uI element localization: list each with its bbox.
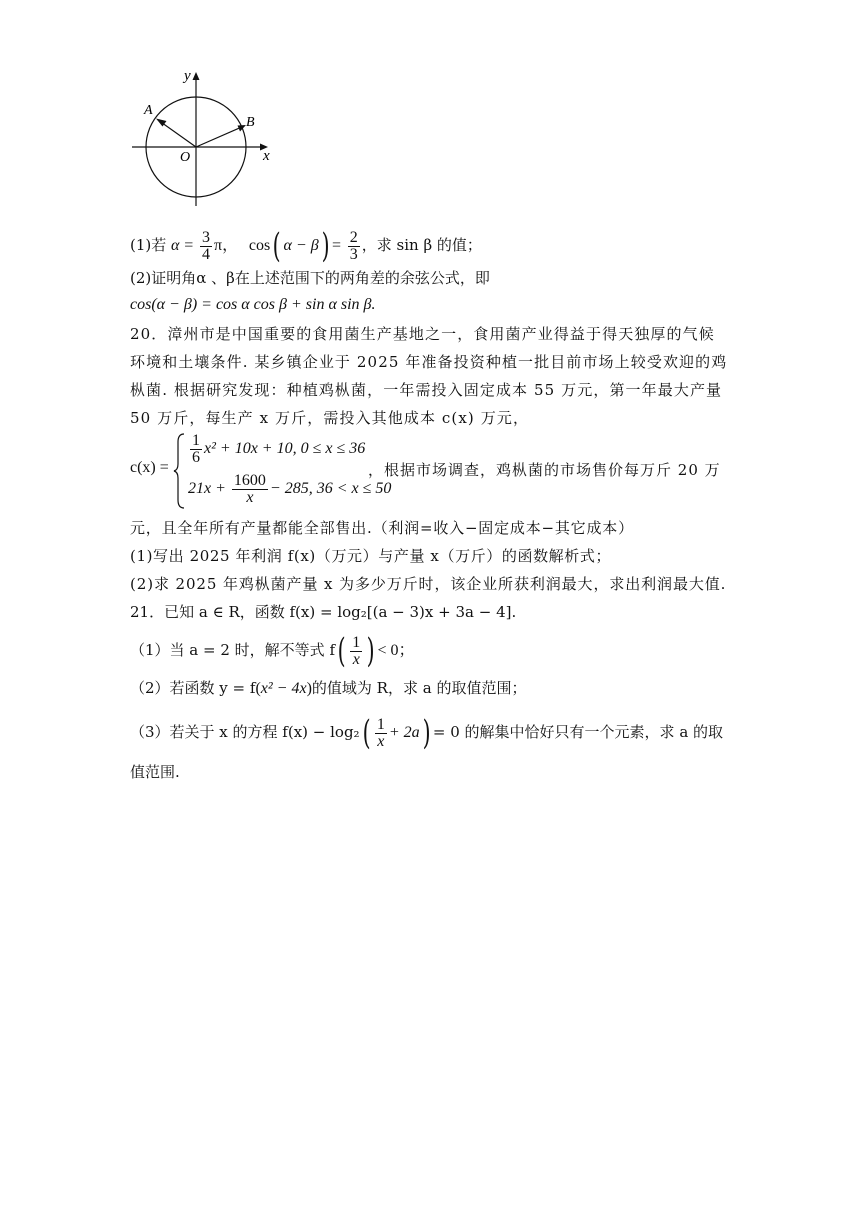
unit-circle-figure <box>120 66 290 216</box>
q21-part3: （3）若关于 x 的方程 f(x) − log₂( $\frac{1}{x}$ + 2a) = 0 的解集中恰好只有一个元素，求 a 的取 <box>130 713 724 753</box>
q20-line5: 元，且全年所有产量都能全部售出.（利润=收入−固定成本−其它成本） <box>130 519 634 537</box>
fraction-2-3: $\frac{2}{3}$ <box>349 228 358 263</box>
vector-ob-arrow <box>238 125 247 132</box>
q20-part2: (2)求 2025 年鸡枞菌产量 x 为多少万斤时，该企业所获利润最大，求出利润最大值. <box>130 575 727 593</box>
q20-after-cases: ，根据市场调查，鸡枞菌的市场售价每万斤 20 万 <box>368 461 721 479</box>
fraction-1-x: $\frac{1}{x}$ <box>352 633 361 668</box>
q19-part1: (1)若 α = $\frac{3}{4}$ π， cos( α − β) = $\frac{2}{3}$ ，求 sin β 的值； <box>130 226 482 266</box>
q21-part3-line2: 值范围. <box>130 763 180 781</box>
piecewise-case1: $\frac{1}{6}$ x² + 10x + 10, 0 ≤ x ≤ 36 <box>192 431 366 466</box>
label-x: x <box>263 148 270 164</box>
q19-part2-line1: (2)证明角α 、β在上述范围下的两角差的余弦公式，即 <box>130 269 490 287</box>
cost-function-label: c(x) = <box>130 459 169 476</box>
q20-line1: 20．漳州市是中国重要的食用菌生产基地之一，食用菌产业得益于得天独厚的气候 <box>130 325 715 343</box>
piecewise-brace <box>172 432 186 510</box>
fraction-1-x-2: $\frac{1}{x}$ <box>376 715 385 750</box>
q21-part2: （2）若函数 y = f(x² − 4x)的值域为 R，求 a 的取值范围； <box>130 679 527 697</box>
label-o: O <box>180 150 191 165</box>
y-axis-arrow <box>193 72 200 80</box>
label-b: B <box>246 115 255 130</box>
fraction-3-4: $\frac{3}{4}$ <box>202 228 211 263</box>
q21-part1: （1）当 a = 2 时，解不等式 f( $\frac{1}{x}$ ) < 0； <box>130 631 415 671</box>
q20-part1: (1)写出 2025 年利润 f(x)（万元）与产量 x（万斤）的函数解析式； <box>130 547 612 565</box>
q20-line4: 50 万斤，每生产 x 万斤，需投入其他成本 c(x) 万元， <box>130 409 530 427</box>
piecewise-case2: 21x + $\frac{1600}{x}$ − 285, 36 < x ≤ 50 <box>188 471 392 506</box>
fraction-1600-x: $\frac{1600}{x}$ <box>233 471 266 506</box>
q19-part2-formula: cos(α − β) = cos α cos β + sin α sin β. <box>130 296 376 313</box>
vector-ob <box>196 126 244 147</box>
label-a: A <box>144 103 153 118</box>
fraction-1-6: $\frac{1}{6}$ <box>192 431 200 466</box>
label-y: y <box>184 68 191 84</box>
q21-head: 21．已知 a ∈ R，函数 f(x) = log₂[(a − 3)x + 3a − 4]. <box>130 603 517 621</box>
q20-line2: 环境和土壤条件. 某乡镇企业于 2025 年准备投资种植一批目前市场上较受欢迎的鸡 <box>130 353 728 371</box>
q20-line3: 枞菌. 根据研究发现：种植鸡枞菌，一年需投入固定成本 55 万元，第一年最大产量 <box>130 381 723 399</box>
